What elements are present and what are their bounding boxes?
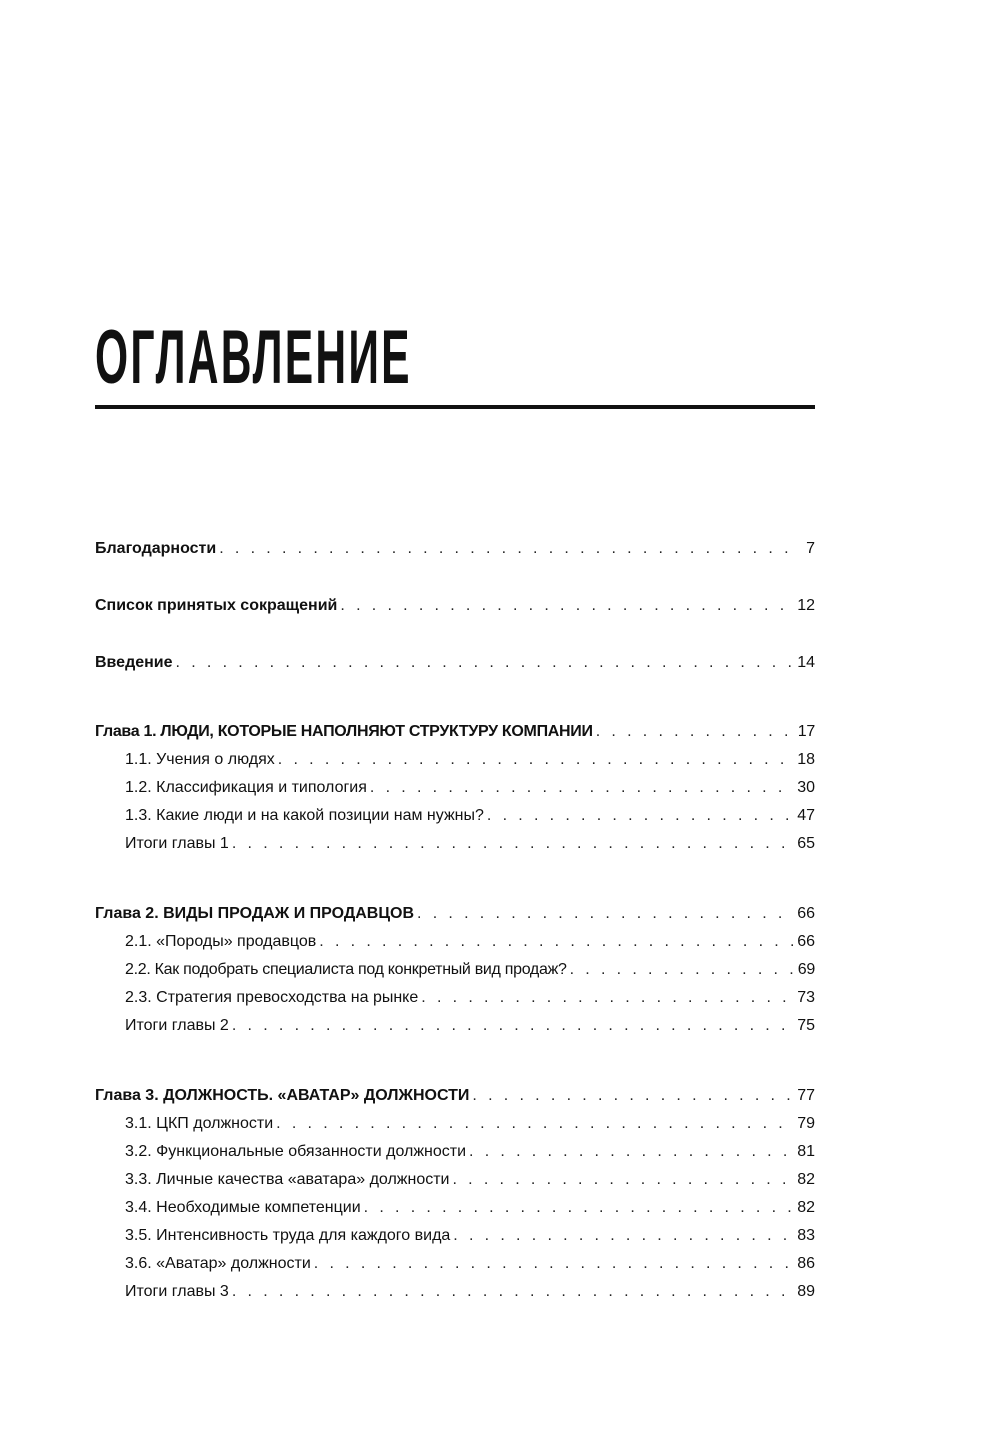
leader-dots [278, 746, 793, 774]
leader-dots [596, 718, 793, 746]
leader-dots [370, 774, 793, 802]
toc-entry-label: 1.2. Классификация и типология [125, 779, 367, 796]
toc-entry-label: Глава 3. ДОЛЖНОСТЬ. «АВАТАР» ДОЛЖНОСТИ [95, 1087, 470, 1104]
leader-dots [417, 900, 793, 928]
toc-entry-label: 2.2. Как подобрать специалиста под конкретный вид продаж? [125, 961, 567, 978]
toc-entry-page: 83 [797, 1227, 815, 1244]
toc-entry-label: 3.1. ЦКП должности [125, 1115, 274, 1132]
toc-entry-label: 3.2. Функциональные обязанности должности [125, 1143, 467, 1160]
toc-entry-label: Глава 2. ВИДЫ ПРОДАЖ И ПРОДАВЦОВ [95, 905, 415, 922]
toc-entry-label: Глава 1. ЛЮДИ, КОТОРЫЕ НАПОЛНЯЮТ СТРУКТУРУ КОМПАНИИ [95, 723, 593, 740]
toc-entry-label: Итоги главы 1 [125, 835, 229, 852]
toc-entry-page: 77 [797, 1087, 815, 1104]
toc-entry-label: Введение [95, 654, 173, 671]
toc-entry-chapter-3[interactable] [95, 1082, 815, 1110]
toc-entry-chapter-3-summary[interactable] [125, 1278, 815, 1306]
page-title: ОГЛАВЛЕНИЕ [95, 315, 412, 400]
toc-entry-introduction[interactable] [95, 649, 815, 677]
toc-entry-page: 75 [797, 1017, 815, 1034]
toc-entry-page: 7 [806, 540, 815, 557]
leader-dots [453, 1222, 793, 1250]
toc-entry-chapter-2[interactable] [95, 900, 815, 928]
toc-entry-page: 86 [797, 1255, 815, 1272]
leader-dots [319, 928, 793, 956]
leader-dots [232, 1278, 793, 1306]
leader-dots [340, 592, 793, 620]
toc-entry-page: 30 [797, 779, 815, 796]
toc-entry-3-4[interactable] [125, 1194, 815, 1222]
toc-entry-2-2[interactable] [125, 956, 815, 984]
toc-entry-label: 2.1. «Породы» продавцов [125, 933, 317, 950]
toc-entry-page: 66 [797, 933, 815, 950]
leader-dots [232, 830, 793, 858]
toc-entry-2-3[interactable] [125, 984, 815, 1012]
toc-entry-chapter-1[interactable] [95, 718, 815, 746]
toc-entry-page: 65 [797, 835, 815, 852]
title-rule [95, 405, 815, 409]
toc-entry-page: 79 [797, 1115, 815, 1132]
leader-dots [472, 1082, 793, 1110]
leader-dots [232, 1012, 793, 1040]
toc-entry-3-3[interactable] [125, 1166, 815, 1194]
toc-entry-page: 89 [797, 1283, 815, 1300]
toc-entry-label: 3.5. Интенсивность труда для каждого вида [125, 1227, 451, 1244]
leader-dots [176, 649, 793, 677]
toc-entry-page: 82 [797, 1171, 815, 1188]
toc-entry-page: 18 [797, 751, 815, 768]
toc-entry-label: Итоги главы 2 [125, 1017, 229, 1034]
toc-entry-chapter-2-summary[interactable] [125, 1012, 815, 1040]
toc-entry-page: 12 [797, 597, 815, 614]
toc-entry-label: 1.3. Какие люди и на какой позиции нам нужны? [125, 807, 484, 824]
leader-dots [469, 1138, 793, 1166]
toc-entry-label: Итоги главы 3 [125, 1283, 229, 1300]
toc-entry-abbreviations[interactable] [95, 592, 815, 620]
toc-entry-label: 2.3. Стратегия превосходства на рынке [125, 989, 419, 1006]
leader-dots [421, 984, 793, 1012]
toc-entry-page: 81 [797, 1143, 815, 1160]
leader-dots [452, 1166, 793, 1194]
toc-entry-page: 69 [797, 961, 815, 978]
toc-entry-2-1[interactable] [125, 928, 815, 956]
toc-entry-page: 82 [797, 1199, 815, 1216]
toc-entry-page: 47 [797, 807, 815, 824]
toc-entry-label: 1.1. Учения о людях [125, 751, 275, 768]
leader-dots [487, 802, 793, 830]
toc-entry-acknowledgements[interactable] [95, 535, 815, 563]
leader-dots [276, 1110, 793, 1138]
toc-entry-label: 3.6. «Аватар» должности [125, 1255, 311, 1272]
toc-entry-label: Благодарности [95, 540, 217, 557]
toc-entry-1-3[interactable] [125, 802, 815, 830]
toc-entry-chapter-1-summary[interactable] [125, 830, 815, 858]
toc-entry-3-1[interactable] [125, 1110, 815, 1138]
toc-entry-page: 73 [797, 989, 815, 1006]
toc-entry-page: 66 [797, 905, 815, 922]
toc-entry-page: 14 [797, 654, 815, 671]
toc-entry-1-2[interactable] [125, 774, 815, 802]
toc-entry-3-2[interactable] [125, 1138, 815, 1166]
toc-entry-1-1[interactable] [125, 746, 815, 774]
leader-dots [314, 1250, 793, 1278]
toc-entry-3-6[interactable] [125, 1250, 815, 1278]
toc-entry-label: 3.3. Личные качества «аватара» должности [125, 1171, 450, 1188]
leader-dots [364, 1194, 793, 1222]
toc-entry-page: 17 [797, 723, 815, 740]
leader-dots [219, 535, 793, 563]
toc-entry-3-5[interactable] [125, 1222, 815, 1250]
toc-entry-label: 3.4. Необходимые компетенции [125, 1199, 361, 1216]
toc-entry-label: Список принятых сокращений [95, 597, 338, 614]
leader-dots [570, 956, 793, 984]
